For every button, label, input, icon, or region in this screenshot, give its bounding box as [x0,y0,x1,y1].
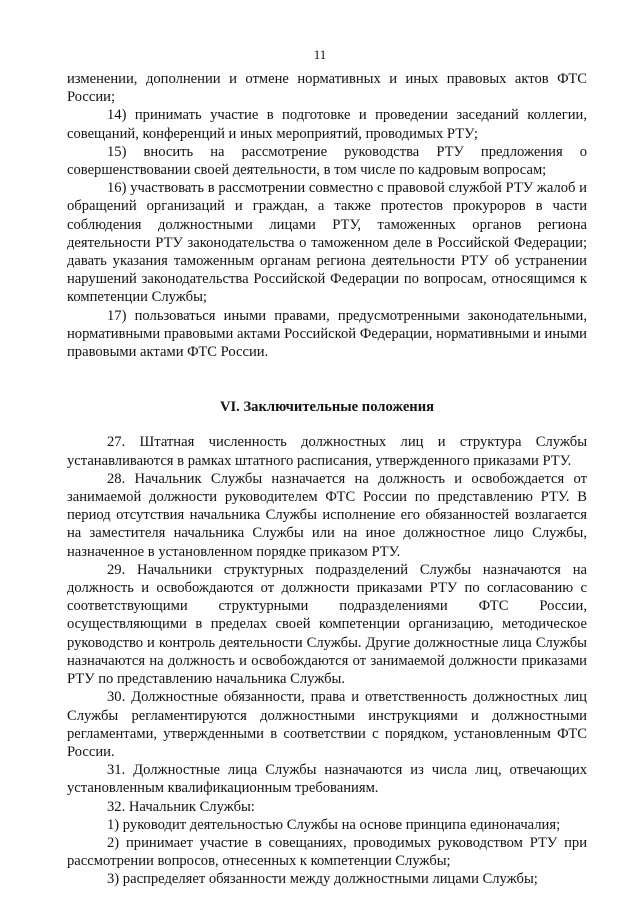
list-item-14: 14) принимать участие в подготовке и проведении заседаний коллегии, совещаний, конференций и иных мероприятий, проводимых РТУ; [67,107,587,142]
paragraph-continuation: изменении, дополнении и отмене нормативных и иных правовых актов ФТС России; [67,71,587,106]
clause-32-item-1: 1) руководит деятельностью Службы на основе принципа единоначалия; [107,816,561,833]
document-body [67,70,587,889]
list-item-15: 15) вносить на рассмотрение руководства РТУ предложения о совершенствовании своей деятельности, в том числе по кадровым вопросам; [67,143,587,179]
list-item-17: 17) пользоваться иными правами, предусмотренными законодательными, нормативными правовыми актами Российской Федерации, нормативными и иными правовыми актами ФТС России. [67,307,587,361]
clause-32-item-3: 3) распределяет обязанности между должностными лицами Службы; [107,871,538,888]
list-item-16: 16) участвовать в рассмотрении совместно с правовой службой РТУ жалоб и обращений организаций и граждан, а также протестов прокуроров в части соблюдения должностными лицами РТУ, таможенных органов региона деятельности РТУ законодательства о таможенном деле в Российской Федерации; давать указания таможенным органам региона деятельности РТУ об устранении нарушений законодательства Российской Федерации по вопросам, относящимся к компетенции Службы; [67,180,587,306]
clause-28: 28. Начальник Службы назначается на должность и освобождается от занимаемой должности руководителем ФТС России по представлению РТУ. В период отсутствия начальника Службы исполнение его обязанностей возлагается на заместителя начальника Службы или на иное должностное лицо Службы, назначенное в установленном порядке приказом РТУ. [67,470,587,560]
clause-27: 27. Штатная численность должностных лиц и структура Службы устанавливаются в рамках штатного расписания, утвержденного приказами РТУ. [67,434,587,469]
clause-32-item-2: 2) принимает участие в совещаниях, проводимых руководством РТУ при рассмотрении вопросов, отнесенных к компетенции Службы; [67,834,587,870]
clause-32: 32. Начальник Службы: [107,798,255,815]
clause-31: 31. Должностные лица Службы назначаются из числа лиц, отвечающих установленным квалификационным требованиям. [67,762,587,797]
clause-29: 29. Начальники структурных подразделений Службы назначаются на должность и освобождаются от должности приказами РТУ по согласованию с соответствующими структурными подразделениями ФТС России, осуществляющими в пределах своей компетенции организацию, методическое руководство и контроль деятельности Службы. Другие должностные лица Службы назначаются на должность и освобождаются от занимаемой должности приказами РТУ по представлению начальника Службы. [67,561,587,688]
clause-30: 30. Должностные обязанности, права и ответственность должностных лиц Службы регламентируются должностными инструкциями и должностными регламентами, утвержденными в соответствии с порядком, установленным ФТС России. [67,689,587,760]
section-heading: VI. Заключительные положения [219,399,435,416]
page-number: 11 [313,47,327,62]
